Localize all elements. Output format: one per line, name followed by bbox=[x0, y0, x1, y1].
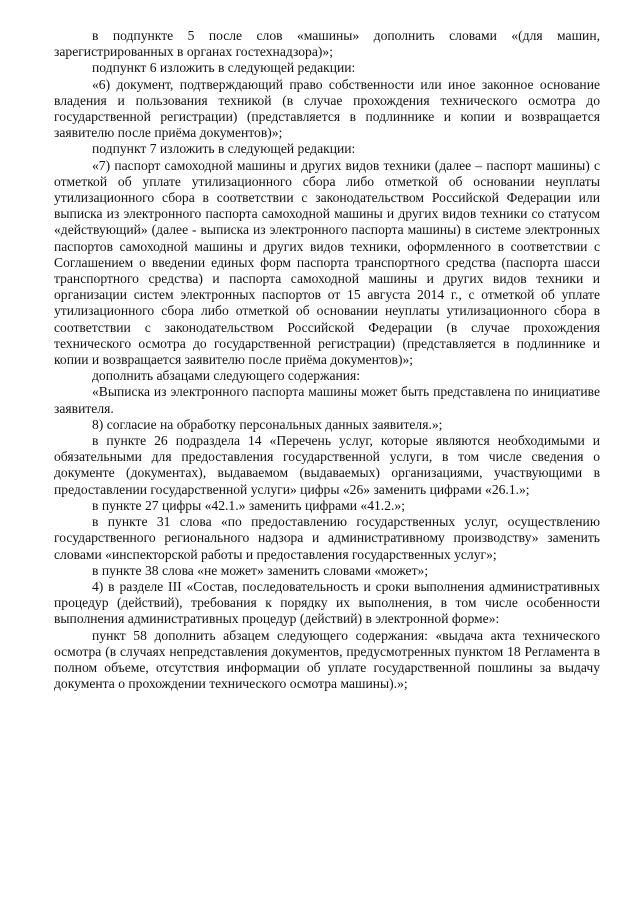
paragraph-subpoint-6-intro: подпункт 6 изложить в следующей редакции: bbox=[92, 60, 356, 76]
paragraph-subpoint-7-intro: подпункт 7 изложить в следующей редакции: bbox=[92, 141, 356, 157]
document-page bbox=[54, 28, 600, 692]
paragraph-subpoint-5: в подпункте 5 после слов «машины» дополнить словами «(для машин, зарегистрированных в органах гостехнадзора)»; bbox=[54, 28, 600, 60]
paragraph-consent: 8) согласие на обработку персональных данных заявителя.»; bbox=[92, 416, 443, 432]
paragraph-subpoint-6-text: «6) документ, подтверждающий право собственности или иное законное основание владения и пользования техникой (в случае прохождения технического осмотра до государственной регистрации) (представляется в подлиннике и копии и возвращается заявителю после приёма документов)»; bbox=[54, 76, 600, 141]
paragraph-subpoint-7-text: «7) паспорт самоходной машины и других видов техники (далее – паспорт машины) с отметкой об уплате утилизационного сбора либо отметкой об основании неуплаты утилизационного сбора в соответствии с законодательством Российской Федерации или выписка из электронного паспорта самоходной машины и других видов техники со статусом «действующий» (далее - выписка из электронного паспорта машины) в системе электронных паспортов самоходной машины и других видов техники, оформленного в соответствии с Соглашением о введении единых форм паспорта транспортного средства (паспорта шасси транспортного средства) и паспорта самоходной машины и других видов техники и организации систем электронных паспортов от 15 августа 2014 г., с отметкой об уплате утилизационного сбора либо отметкой об основании неуплаты утилизационного сбора в соответствии с законодательством Российской Федерации (в случае прохождения технического осмотра до государственной регистрации) (представляется в подлиннике и копии и возвращается заявителю после приёма документов)»; bbox=[54, 157, 600, 368]
paragraph-extract-note: «Выписка из электронного паспорта машины может быть представлена по инициативе заявителя. bbox=[54, 384, 600, 416]
paragraph-point-27: в пункте 27 цифры «42.1.» заменить цифрами «41.2.»; bbox=[92, 497, 405, 513]
paragraph-point-31: в пункте 31 слова «по предоставлению государственных услуг, осуществлению государственного регионального надзора и административному производству» заменить словами «инспекторской работы и предоставления государственных услуг»; bbox=[54, 514, 600, 562]
paragraph-point-58: пункт 58 дополнить абзацем следующего содержания: «выдача акта технического осмотра (в случаях непредставления документов, предусмотренных пунктом 18 Регламента в полном объеме, отсутствия информации об уплате государственной пошлины за выдачу документа о прохождении технического осмотра машины).»; bbox=[54, 627, 600, 692]
paragraph-section-3: 4) в разделе III «Состав, последовательность и сроки выполнения административных процедур (действий), требования к порядку их выполнения, в том числе особенности выполнения административных процедур (действий) в электронной форме»: bbox=[54, 578, 600, 627]
paragraph-point-26: в пункте 26 подраздела 14 «Перечень услуг, которые являются необходимыми и обязательными для предоставления государственной услуги, в том числе сведения о документе (документах), выдаваемом (выдаваемых) организациями, участвующими в предоставлении государственной услуги» цифры «26» заменить цифрами «26.1.»; bbox=[54, 433, 600, 497]
paragraph-point-38: в пункте 38 слова «не может» заменить словами «может»; bbox=[92, 562, 429, 578]
paragraph-add-intro: дополнить абзацами следующего содержания: bbox=[92, 368, 361, 384]
